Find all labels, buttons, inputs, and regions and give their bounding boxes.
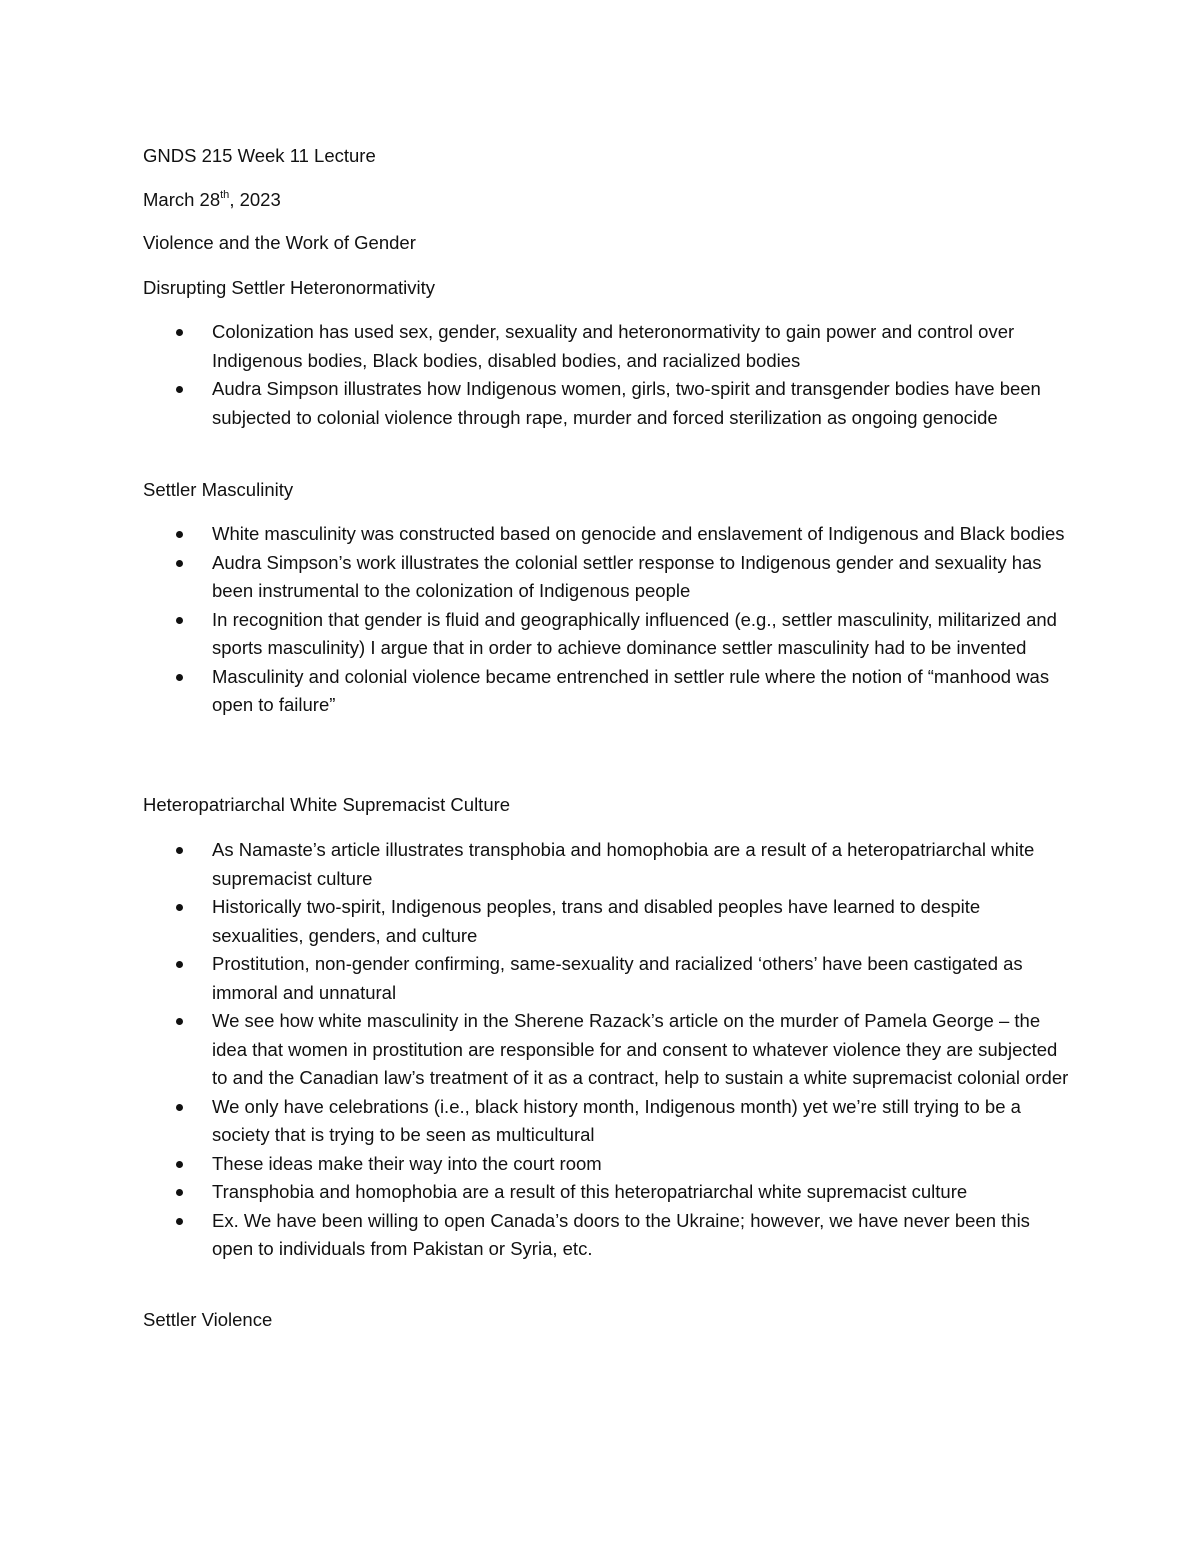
list-item-text: Transphobia and homophobia are a result of this heteropatriarchal white supremacist culture: [212, 1181, 968, 1202]
bullet-icon: [176, 1104, 183, 1111]
list-item: [0, 1207, 1072, 1264]
list-item-text: Prostitution, non-gender confirming, same-sexuality and racialized ‘others’ have been castigated as immoral and unnatural: [212, 953, 1023, 1003]
bullet-icon: [176, 847, 183, 854]
bullet-icon: [176, 1161, 183, 1168]
bullet-icon: [176, 961, 183, 968]
list-item: [0, 663, 1072, 720]
list-item: [0, 375, 1072, 432]
bullet-icon: [176, 617, 183, 624]
list-item-text: Audra Simpson illustrates how Indigenous women, girls, two-spirit and transgender bodies have been subjected to colonial violence through rape, murder and forced sterilization as ongoing genocide: [212, 378, 1041, 428]
bullet-icon: [176, 674, 183, 681]
section-heading-text: Heteropatriarchal White Supremacist Culture: [143, 794, 511, 815]
section-heading-text: Settler Masculinity: [143, 479, 294, 500]
list-item: [0, 606, 1072, 663]
list-item: [0, 1178, 1072, 1207]
section-heading: [143, 1306, 1083, 1335]
bullet-list: [0, 520, 1072, 720]
list-item-text: Masculinity and colonial violence became entrenched in settler rule where the notion of “manhood was open to failure”: [212, 665, 1050, 715]
list-item: [0, 1007, 1072, 1093]
section-heading: [143, 791, 1083, 820]
bullet-icon: [176, 386, 183, 393]
list-item: [0, 1093, 1072, 1150]
bullet-icon: [176, 560, 183, 567]
bullet-icon: [176, 904, 183, 911]
section-heading-text: Settler Violence: [143, 1309, 273, 1330]
bullet-icon: [176, 1189, 183, 1196]
date-prefix: March 28: [143, 189, 221, 210]
list-item-text: Colonization has used sex, gender, sexuality and heteronormativity to gain power and control over Indigenous bodies, Black bodies, disabled bodies, and racialized bodies: [212, 321, 1015, 371]
list-item-text: Ex. We have been willing to open Canada’s doors to the Ukraine; however, we have never been this open to individuals from Pakistan or Syria, etc.: [212, 1209, 1030, 1259]
list-item-text: These ideas make their way into the court room: [212, 1152, 602, 1174]
list-item: [0, 520, 1072, 549]
document-title: [143, 142, 1083, 171]
list-item-text: In recognition that gender is fluid and geographically influenced (e.g., settler masculinity, militarized and sports masculinity) I argue that in order to achieve dominance settler masculinity had to be invented: [212, 608, 1057, 658]
lecture-date: [143, 186, 1083, 215]
subtitle-text: Violence and the Work of Gender: [143, 232, 416, 253]
bullet-list: [0, 318, 1072, 432]
list-item: [0, 549, 1072, 606]
list-item-text: Historically two-spirit, Indigenous peoples, trans and disabled peoples have learned to despite sexualities, genders, and culture: [212, 896, 981, 946]
bullet-icon: [176, 531, 183, 538]
list-item-text: Audra Simpson’s work illustrates the colonial settler response to Indigenous gender and sexuality has been instrumental to the colonization of Indigenous people: [212, 551, 1042, 601]
bullet-icon: [176, 1018, 183, 1025]
list-item: [0, 836, 1072, 893]
list-item-text: White masculinity was constructed based on genocide and enslavement of Indigenous and Black bodies: [212, 523, 1065, 544]
bullet-icon: [176, 329, 183, 336]
document-subtitle: [143, 229, 1083, 258]
list-item-text: As Namaste’s article illustrates transphobia and homophobia are a result of a heteropatriarchal white supremacist culture: [212, 839, 1035, 889]
list-item: [0, 1150, 1072, 1179]
section-heading-text: Disrupting Settler Heteronormativity: [143, 277, 435, 298]
list-item: [0, 893, 1072, 950]
list-item-text: We see how white masculinity in the Sherene Razack’s article on the murder of Pamela George – the idea that women in prostitution are responsible for and consent to whatever violence they are subjected to and the Canadian law’s treatment of it as a contract, help to sustain a white supremacist colonial order: [212, 1010, 1069, 1088]
list-item-text: We only have celebrations (i.e., black history month, Indigenous month) yet we’re still trying to be a society that is trying to be seen as multicultural: [212, 1095, 1021, 1145]
bullet-list: [0, 836, 1072, 1264]
date-suffix: , 2023: [229, 189, 281, 210]
list-item: [0, 950, 1072, 1007]
list-item: [0, 318, 1072, 375]
bullet-icon: [176, 1218, 183, 1225]
section-heading: [143, 476, 1083, 505]
date-superscript: th: [220, 188, 230, 201]
section-heading: [143, 274, 1083, 303]
title-text: GNDS 215 Week 11 Lecture: [143, 145, 376, 166]
